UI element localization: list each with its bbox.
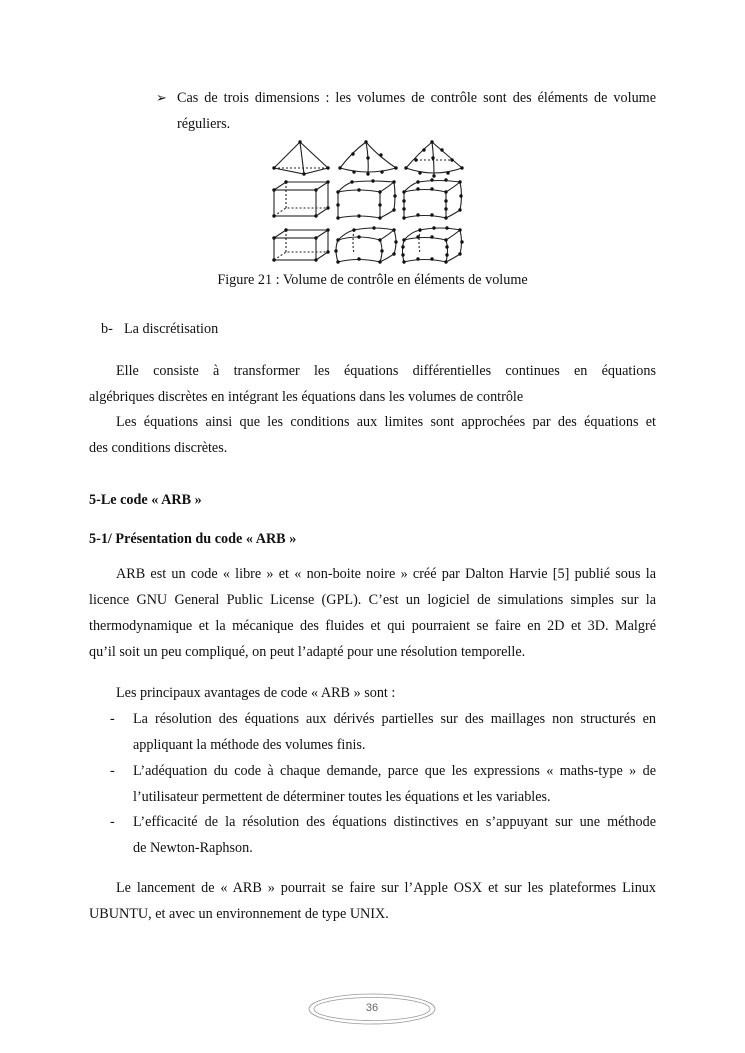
para-discretisation-line3: Les équations ainsi que les conditions aux limites sont approchées par des équations et [116, 414, 656, 430]
advantage-3-dash: - [110, 814, 115, 830]
volume-elements-figure [270, 138, 466, 264]
heading-5: 5-Le code « ARB » [89, 492, 202, 508]
advantage-3-line1: L’efficacité de la résolution des équations distinctives en s’appuyant sur une méthode [133, 814, 656, 830]
bullet-3d-line2: réguliers. [177, 116, 231, 132]
para-discretisation-line4: des conditions discrètes. [89, 440, 228, 456]
para-arb-line2: licence GNU General Public License (GPL). C’est un logiciel de simulations simples sur la [89, 592, 656, 608]
para-discretisation-line1: Elle consiste à transformer les équations différentielles continues en équations [116, 363, 656, 379]
advantage-2-line2: l’utilisateur permettent de déterminer toutes les équations et les variables. [133, 789, 551, 805]
figure-caption: Figure 21 : Volume de contrôle en éléments de volume [217, 272, 528, 288]
para-arb-line3: thermodynamique et la mécanique des fluides et qui pourraient se faire en 2D et 3D. Malgré [89, 618, 656, 634]
box-linear [274, 230, 328, 260]
advantage-1-line2: appliquant la méthode des volumes finis. [133, 737, 366, 753]
hexahedron-quadratic [338, 181, 395, 218]
para-launch-line2: UBUNTU, et avec un environnement de type UNIX. [89, 906, 389, 922]
section-b-marker: b- [101, 321, 113, 337]
arrow-bullet-icon: ➢ [156, 90, 167, 105]
page-number: 36 [365, 1002, 379, 1014]
advantages-intro: Les principaux avantages de code « ARB » sont : [116, 685, 396, 701]
box-quadratic [336, 228, 396, 262]
para-arb-line1: ARB est un code « libre » et « non-boite noire » créé par Dalton Harvie [5] publié sous la [116, 566, 656, 582]
advantage-1-line1: La résolution des équations aux dérivés partielles sur des maillages non structurés en [133, 711, 656, 727]
para-launch-line1: Le lancement de « ARB » pourrait se faire sur l’Apple OSX et sur les plateformes Linux [116, 880, 656, 896]
advantage-3-line2: de Newton-Raphson. [133, 840, 253, 856]
advantage-2-line1: L’adéquation du code à chaque demande, parce que les expressions « maths-type » de [133, 763, 656, 779]
box-cubic [403, 228, 462, 262]
section-b-title: La discrétisation [124, 321, 219, 337]
para-arb-line4: qu’il soit un peu compliqué, on peut l’adapté pour une résolution temporelle. [89, 644, 526, 660]
heading-5-1: 5-1/ Présentation du code « ARB » [89, 531, 297, 547]
advantage-2-dash: - [110, 763, 115, 779]
para-discretisation-line2: algébriques discrètes en intégrant les équations dans les volumes de contrôle [89, 389, 524, 405]
tetrahedron-linear [274, 142, 328, 174]
advantage-1-dash: - [110, 711, 115, 727]
bullet-3d-line1: Cas de trois dimensions : les volumes de contrôle sont des éléments de volume [177, 90, 656, 106]
hexahedron-cubic [404, 181, 462, 219]
hexahedron-linear [274, 182, 328, 216]
